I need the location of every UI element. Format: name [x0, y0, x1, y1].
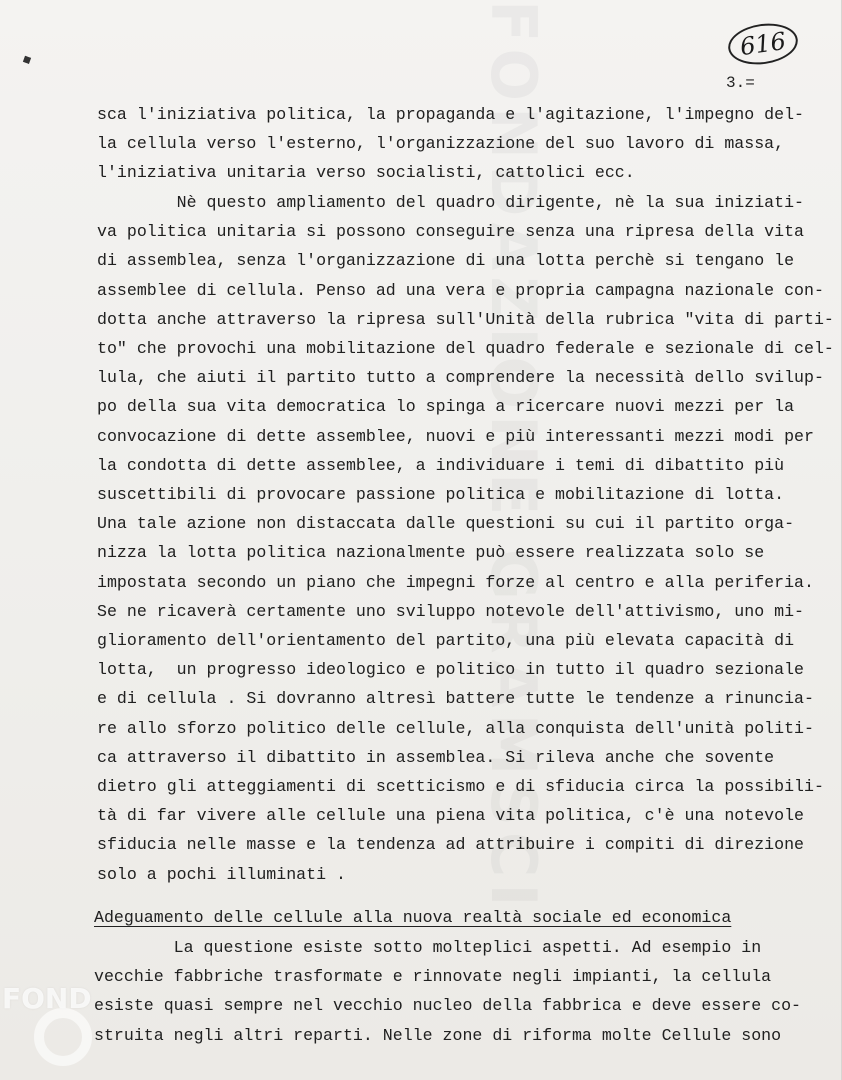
archive-watermark: FONDAZIONE GRAMSCI — [477, 0, 550, 913]
paragraph-3: La questione esiste sotto molteplici aspetti. Ad esempio in vecchie fabbriche trasformate e rinnovate negli impianti, la cellula esiste quasi sempre nel vecchio nucleo della fabbrica e deve essere co- struita negli altri reparti. Nelle zone di riforma molte Cellule sono — [94, 938, 802, 1045]
page-number: 3.= — [726, 74, 755, 92]
foundation-logo-icon — [34, 1008, 92, 1066]
paragraph-1: sca l'iniziativa politica, la propaganda e l'agitazione, l'impegno del- la cellula verso l'esterno, l'organizzazione del suo lavoro di massa, l'iniziativa unitaria verso socialisti, cattolici ecc. — [97, 105, 805, 183]
archive-number-stamp: 616 — [726, 19, 801, 68]
corner-mark: ◆ — [19, 50, 34, 68]
section-heading: Adeguamento delle cellule alla nuova realtà sociale ed economica — [94, 908, 732, 927]
foundation-logo: FOND — [2, 982, 92, 1015]
paragraph-2: Nè questo ampliamento del quadro dirigente, nè la sua iniziati- va politica unitaria si possono conseguire senza una ripresa della vita di assemblea, senza l'organizzazione di una lotta perchè si tengano le assemblee di cellula. Penso ad una vera e propria campagna nazionale con- dotta anche attraverso la ripresa sull'Unità della rubrica "vita di parti- to" che provochi una mobilitazione del quadro federale e sezionale di cel- lula, che aiuti il partito tutto a comprendere la necessità dello svilup- po della sua vita democratica lo spinga a ricercare nuovi mezzi per la convocazione di dette assemblee, nuovi e più interessanti mezzi modi per la condotta di dette assemblee, a individuare i temi di dibattito più suscettibili di provocare passione politica e mobilitazione di lotta. Una tale azione non distaccata dalle questioni su cui il partito orga- nizza la lotta politica nazionalmente può essere realizzata solo se impostata secondo un piano che impegni forze al centro e alla periferia. Se ne ricaverà certamente uno sviluppo notevole dell'attivismo, uno mi- glioramento dell'orientamento del partito, una più elevata capacità di lotta, un progresso ideologico e politico in tutto il quadro sezionale e di cellula . Si dovranno altresì battere tutte le tendenze a rinuncia- re allo sforzo politico delle cellule, alla conquista dell'unità politi- ca attraverso il dibattito in assemblea. Si rileva anche che sovente dietro gli atteggiamenti di scetticismo e di sfiducia circa la possibili- tà di far vivere alle cellule una piena vita politica, c'è una notevole sfiducia nelle masse e la tendenza ad attribuire i compiti di direzione solo a pochi illuminati . — [97, 193, 834, 884]
